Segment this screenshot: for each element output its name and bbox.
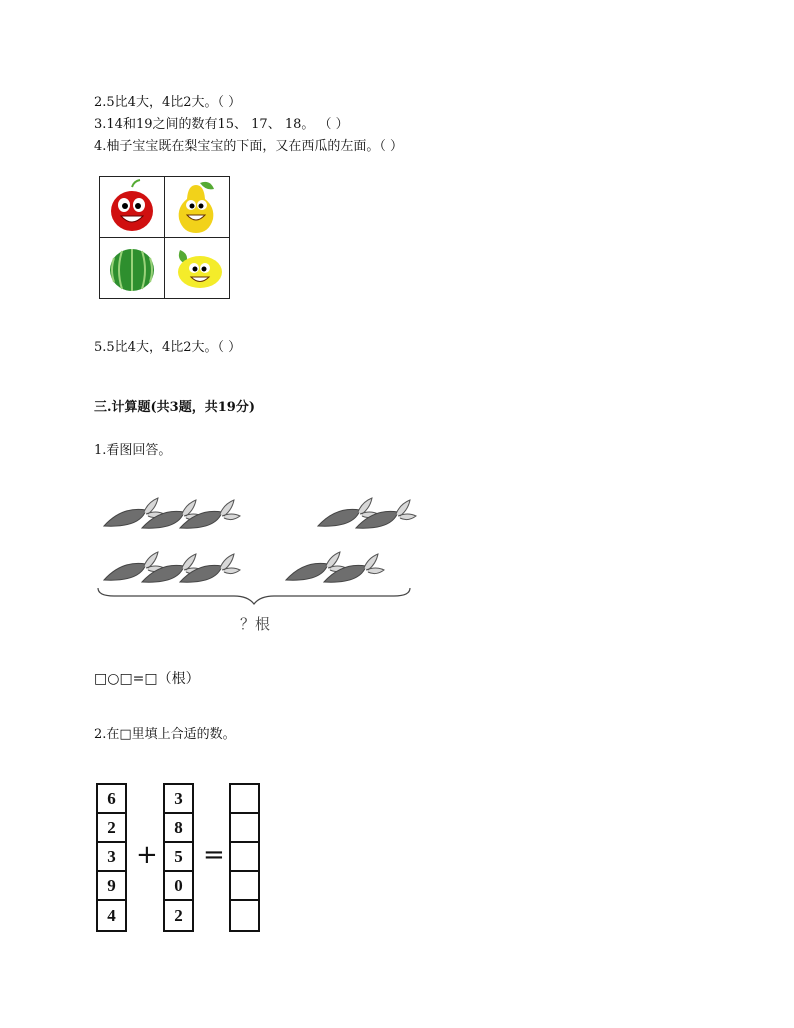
calc-answer-template: □○□=□（根） (94, 671, 200, 687)
fruit-grid (99, 176, 230, 299)
equals-sign: = (203, 840, 225, 870)
addend-column-2 (163, 783, 194, 932)
digit-cell: 5 (165, 843, 192, 872)
pear-icon (166, 179, 230, 239)
question-3: 3.14和19之间的数有15、 17、 18。 （ ） (94, 117, 349, 132)
question-5: 5.5比4大，4比2大。（ ） (94, 340, 242, 355)
digit-cell: 6 (98, 785, 125, 814)
carrot-illustration (96, 478, 426, 612)
answer-cell[interactable] (231, 843, 258, 872)
answer-cell[interactable] (231, 872, 258, 901)
digit-cell: 4 (107, 905, 116, 925)
digit-cell: 2 (98, 814, 125, 843)
lemon-icon (166, 240, 230, 300)
calc-question-1: 1.看图回答。 (94, 443, 172, 458)
digit-cell: 2 (174, 905, 183, 925)
question-4: 4.柚子宝宝既在梨宝宝的下面，又在西瓜的左面。（ ） (94, 139, 404, 154)
apple-icon (102, 179, 166, 239)
plus-sign: + (136, 840, 158, 870)
digit-cell: 3 (98, 843, 125, 872)
answer-cell[interactable] (231, 901, 258, 930)
answer-cell[interactable] (231, 814, 258, 843)
digit-cell: 0 (165, 872, 192, 901)
section-heading: 三.计算题(共3题，共19分) (94, 400, 255, 415)
digit-cell: 9 (98, 872, 125, 901)
addend-column-1 (96, 783, 127, 932)
brace-label: ？根 (240, 615, 271, 633)
watermelon-icon (102, 240, 166, 300)
answer-cell[interactable] (231, 785, 258, 814)
digit-cell: 3 (165, 785, 192, 814)
answer-column (229, 783, 260, 932)
question-2: 2.5比4大，4比2大。（ ） (94, 95, 242, 110)
digit-cell: 8 (165, 814, 192, 843)
calc-question-2: 2.在□里填上合适的数。 (94, 727, 236, 742)
